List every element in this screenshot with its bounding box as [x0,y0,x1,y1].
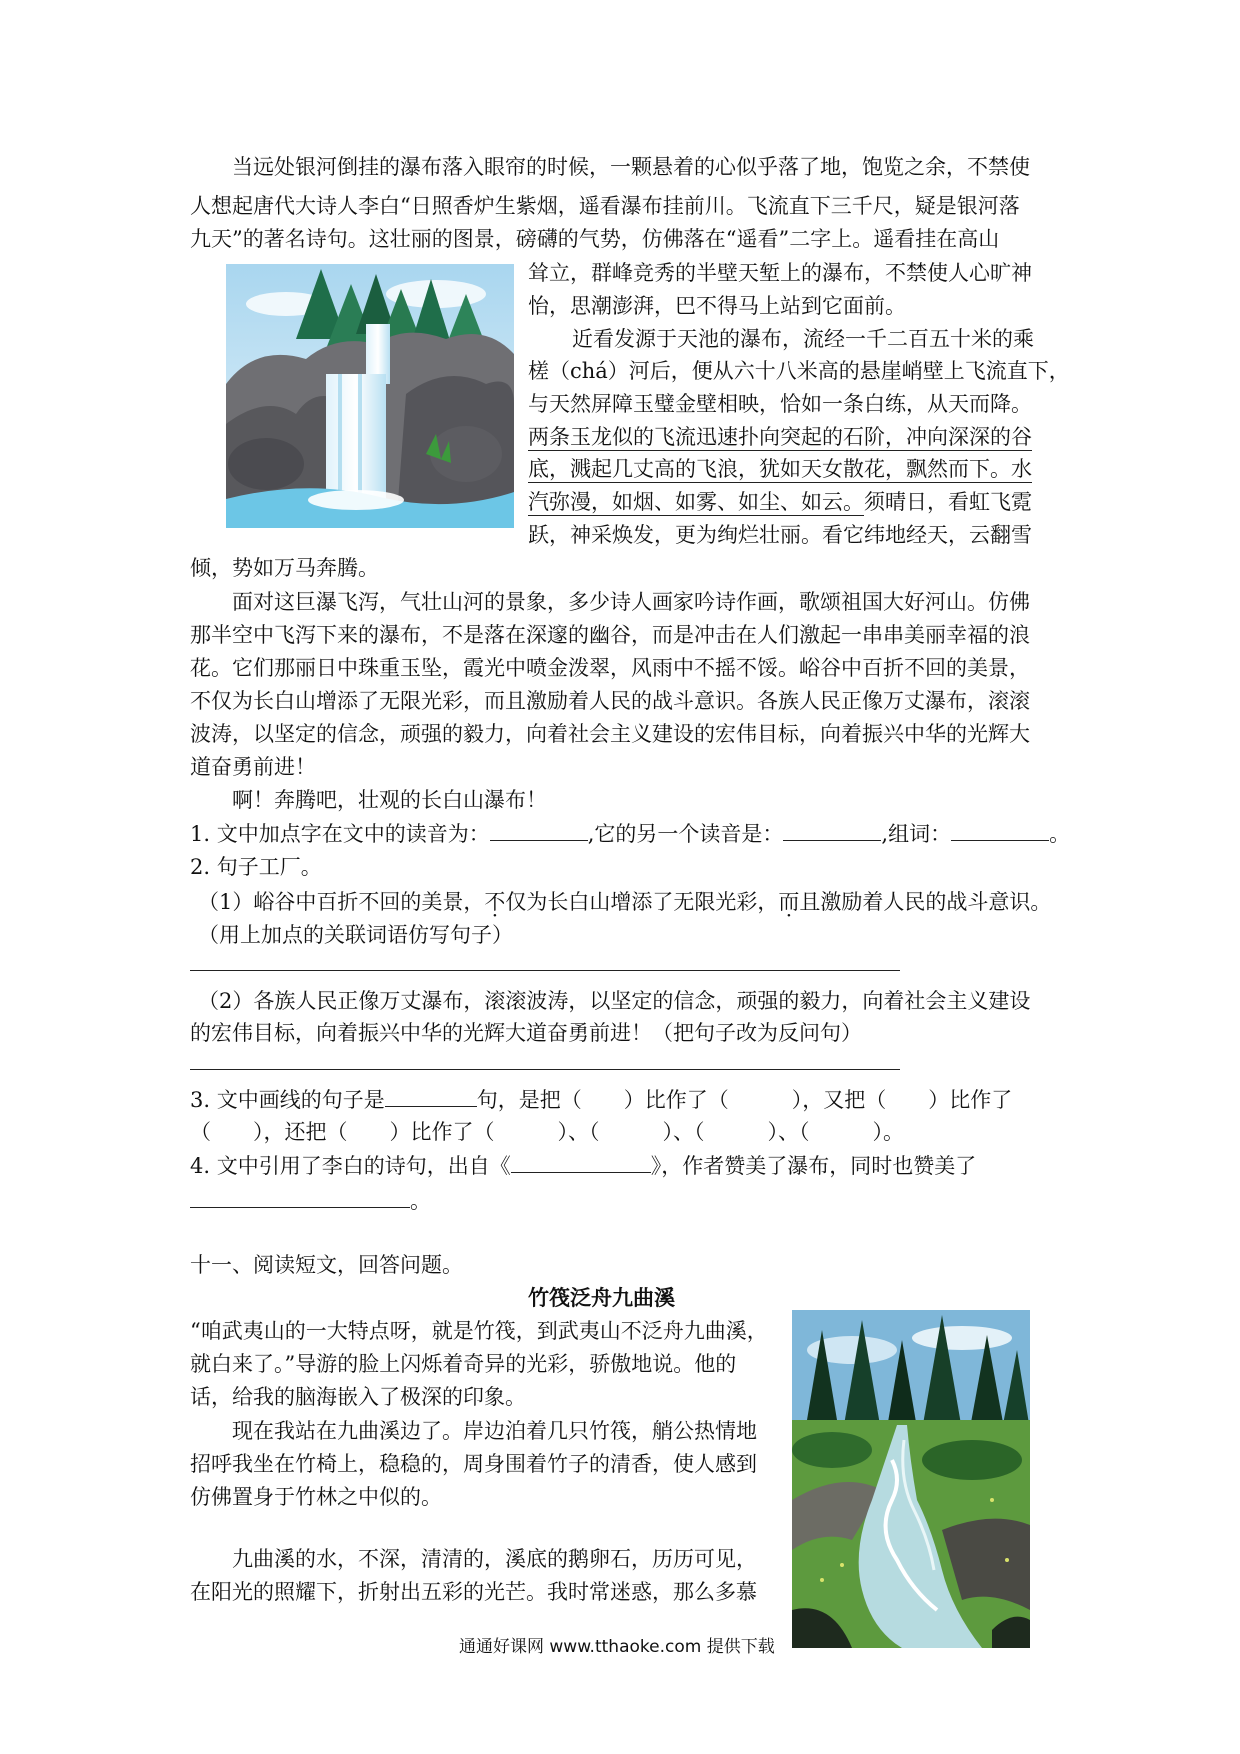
q4-text: 》，作者赞美了瀑布，同时也赞美了 [650,1154,977,1178]
question-4-cont [190,1185,431,1216]
para-line: 与天然屏障玉璧金壁相映，恰如一条白练，从天而降。 [528,392,1032,416]
para-line: 面对这巨瀑飞泻，气壮山河的景象，多少诗人画家吟诗作画，歌颂祖国大好河山。仿佛 [232,590,1030,614]
para-line: 不仅为长白山增添了无限光彩，而且激励着人民的战斗意识。各族人民正像万丈瀑布，滚滚 [190,689,1030,713]
underlined-sentence: 底，溅起几丈高的飞浪，犹如天女散花，飘然而下。水 [528,457,1032,481]
question-2: 2. 句子工厂。 [190,855,322,879]
q1-text: ,组词： [881,822,952,846]
para-line: 近看发源于天池的瀑布，流经一千二百五十米的乘 [572,327,1034,351]
q3-text: 句，是把（ ）比作了（ ），又把（ ）比作了 [476,1088,1013,1112]
q2-text: 且激励着人民的战斗意识。 [799,890,1052,914]
para-line: 花。它们那丽日中珠重玉坠，霞光中喷金泼翠，风雨中不摇不馁。峪谷中百折不回的美景， [190,656,1030,680]
underlined-sentence: 两条玉龙似的飞流迅速扑向突起的石阶，冲向深深的谷 [528,425,1032,449]
answer-blank[interactable] [951,818,1049,841]
para-line: 那半空中飞泻下来的瀑布，不是落在深邃的幽谷，而是冲击在人们激起一串串美丽幸福的浪 [190,623,1030,647]
waterfall-illustration [226,264,514,528]
para-line: 耸立，群峰竞秀的半壁天堑上的瀑布，不禁使人心旷神 [528,261,1032,285]
answer-blank[interactable] [490,818,588,841]
para-line: 人想起唐代大诗人李白“日照香炉生紫烟，遥看瀑布挂前川。飞流直下三千尺，疑是银河落 [190,194,1020,218]
para-line [528,487,1032,517]
question-2-1-instruction: （用上加点的关联词语仿写句子） [198,923,513,947]
para-line: 话，给我的脑海嵌入了极深的印象。 [190,1385,526,1409]
q4-text: 。 [410,1189,431,1213]
para-line: 现在我站在九曲溪边了。岸边泊着几只竹筏，艄公热情地 [232,1419,757,1443]
question-1 [190,818,1070,849]
para-line: 槎（chá）河后，便从六十八米高的悬崖峭壁上飞流直下， [528,359,1070,383]
para-line: 啊！奔腾吧，壮观的长白山瀑布！ [232,788,547,812]
answer-blank[interactable] [511,1150,651,1173]
answer-line[interactable] [190,970,900,971]
q4-text: 4. 文中引用了李白的诗句，出自《 [190,1154,511,1178]
para-line: 怡，思潮澎湃，巴不得马上站到它面前。 [528,294,906,318]
answer-blank[interactable] [385,1084,477,1107]
passage-title: 竹筏泛舟九曲溪 [528,1285,675,1310]
section-heading: 十一、阅读短文，回答问题。 [190,1253,463,1277]
para-line: 道奋勇前进！ [190,755,316,779]
q1-text: 。 [1049,822,1071,846]
para-line: 九天”的著名诗句。这壮丽的图景，磅礴的气势，仿佛落在“遥看”二字上。遥看挂在高山 [190,227,1000,251]
para-line: 倾，势如万马奔腾。 [190,556,379,580]
para-line: 仿佛置身于竹林之中似的。 [190,1485,442,1509]
question-3 [190,1084,1012,1115]
para-text: 须晴日，看虹飞霓 [864,490,1032,514]
q1-text: ,它的另一个读音是： [587,822,784,846]
answer-blank[interactable] [190,1185,410,1208]
para-line: 九曲溪的水，不深，清清的，溪底的鹅卵石，历历可见， [232,1547,757,1571]
answer-line[interactable] [190,1069,900,1070]
stream-illustration [792,1310,1030,1648]
para-line: 就白来了。”导游的脸上闪烁着奇异的光彩，骄傲地说。他的 [190,1352,737,1376]
dotted-word: 而 [778,890,800,914]
question-4 [190,1150,976,1181]
para-line: “咱武夷山的一大特点呀，就是竹筏，到武夷山不泛舟九曲溪， [190,1319,768,1343]
para-line: 跃，神采焕发，更为绚烂壮丽。看它纬地经天，云翻雪 [528,523,1032,547]
para-line [528,422,1032,452]
question-3-cont: （ ），还把（ ）比作了（ ）、（ ）、（ ）、（ ）。 [190,1120,904,1144]
q2-text: （1）峪谷中百折不回的美景， [198,890,485,914]
question-2-2: （2）各族人民正像万丈瀑布，滚滚波涛，以坚定的信念，顽强的毅力，向着社会主义建设 [198,989,1031,1013]
question-2-2: 的宏伟目标，向着振兴中华的光辉大道奋勇前进！（把句子改为反问句） [190,1021,862,1045]
dotted-word: 不 [484,890,506,914]
q2-text: 仅为长白山增添了无限光彩， [505,890,779,914]
para-line [528,454,1032,484]
question-2-1 [198,887,1051,917]
para-line: 当远处银河倒挂的瀑布落入眼帘的时候，一颗悬着的心似乎落了地，饱览之余，不禁使 [232,155,1030,179]
para-line: 招呼我坐在竹椅上，稳稳的，周身围着竹子的清香，使人感到 [190,1452,757,1476]
page-footer: 通通好课网 www.tthaoke.com 提供下载 [459,1637,775,1657]
q3-text: 3. 文中画线的句子是 [190,1088,385,1112]
para-line: 在阳光的照耀下，折射出五彩的光芒。我时常迷惑，那么多慕 [190,1580,757,1604]
q1-text: 1. 文中加点字在文中的读音为： [190,822,490,846]
para-line: 波涛，以坚定的信念，顽强的毅力，向着社会主义建设的宏伟目标，向着振兴中华的光辉大 [190,722,1030,746]
underlined-sentence: 汽弥漫，如烟、如雾、如尘、如云。 [528,490,864,514]
answer-blank[interactable] [783,818,881,841]
